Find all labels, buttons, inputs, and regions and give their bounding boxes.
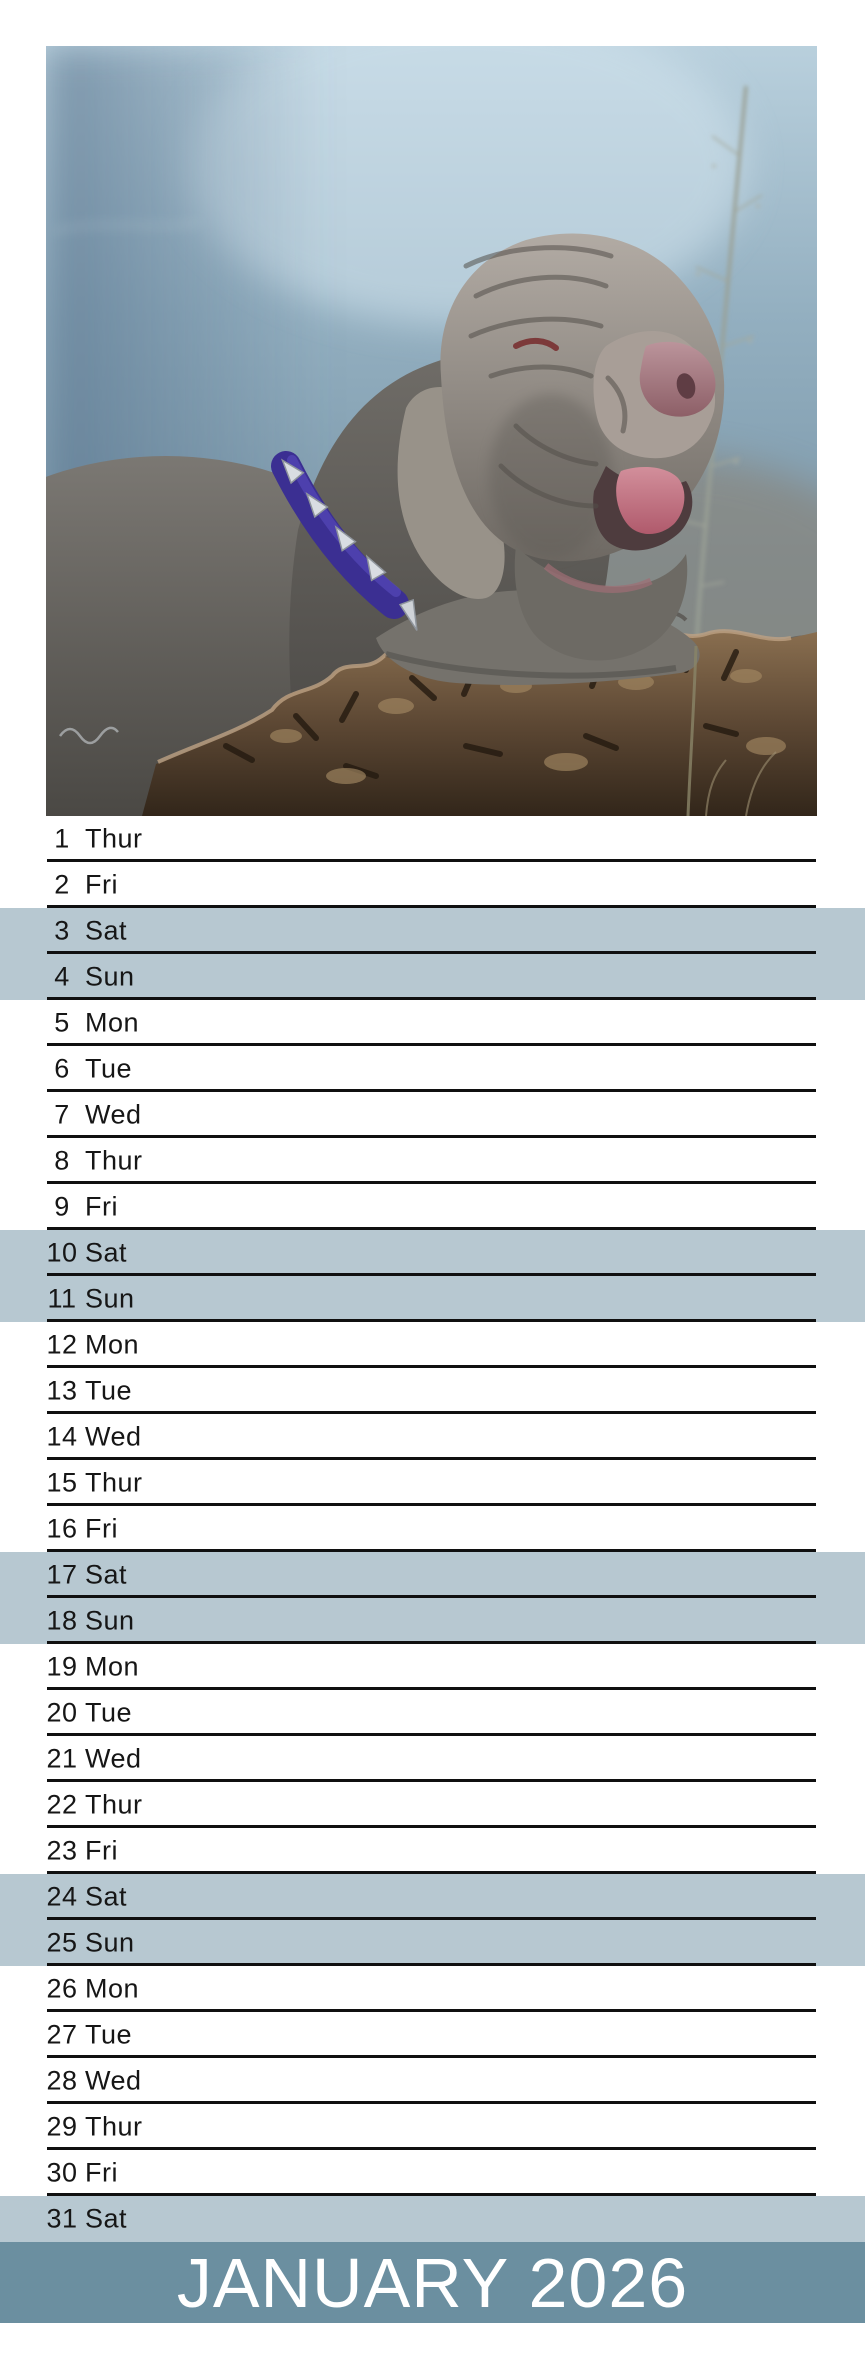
day-row bbox=[0, 908, 865, 954]
day-number: 15 bbox=[46, 1467, 78, 1498]
day-name: Mon bbox=[85, 1329, 140, 1360]
day-name: Tue bbox=[85, 1375, 133, 1406]
day-name: Sat bbox=[85, 2203, 128, 2234]
mastiff-photo-illustration bbox=[46, 46, 817, 816]
day-name: Sat bbox=[85, 915, 128, 946]
day-name: Wed bbox=[85, 1099, 142, 1130]
month-title: JANUARY 2026 bbox=[176, 2243, 689, 2322]
day-number: 17 bbox=[46, 1559, 78, 1590]
day-name: Sun bbox=[85, 1283, 135, 1314]
day-row bbox=[0, 1184, 865, 1230]
day-name: Sat bbox=[85, 1881, 128, 1912]
day-row bbox=[0, 1874, 865, 1920]
day-name: Wed bbox=[85, 1421, 142, 1452]
day-name: Tue bbox=[85, 1053, 133, 1084]
day-name: Tue bbox=[85, 2019, 133, 2050]
day-row bbox=[0, 1368, 865, 1414]
day-number: 5 bbox=[54, 1007, 70, 1038]
day-name: Mon bbox=[85, 1973, 140, 2004]
day-name: Sat bbox=[85, 1559, 128, 1590]
day-row bbox=[0, 1552, 865, 1598]
day-name: Wed bbox=[85, 1743, 142, 1774]
day-number: 9 bbox=[54, 1191, 70, 1222]
bottom-margin bbox=[0, 2323, 865, 2362]
day-number: 20 bbox=[46, 1697, 78, 1728]
day-number: 25 bbox=[46, 1927, 78, 1958]
day-row bbox=[0, 1276, 865, 1322]
day-number: 16 bbox=[46, 1513, 78, 1544]
day-name: Wed bbox=[85, 2065, 142, 2096]
day-number: 4 bbox=[54, 961, 70, 992]
day-number: 29 bbox=[46, 2111, 78, 2142]
day-row bbox=[0, 954, 865, 1000]
day-number: 1 bbox=[54, 823, 70, 854]
day-name: Fri bbox=[85, 1513, 118, 1544]
day-row bbox=[0, 1092, 865, 1138]
day-row bbox=[0, 1230, 865, 1276]
day-row bbox=[0, 1322, 865, 1368]
day-row bbox=[0, 1046, 865, 1092]
day-number: 27 bbox=[46, 2019, 78, 2050]
day-name: Mon bbox=[85, 1007, 140, 1038]
day-name: Thur bbox=[85, 1789, 143, 1820]
day-number: 22 bbox=[46, 1789, 78, 1820]
day-number: 30 bbox=[46, 2157, 78, 2188]
day-row bbox=[0, 862, 865, 908]
day-row bbox=[0, 1138, 865, 1184]
day-name: Thur bbox=[85, 1145, 143, 1176]
day-row bbox=[0, 1920, 865, 1966]
day-number: 8 bbox=[54, 1145, 70, 1176]
day-name: Fri bbox=[85, 1191, 118, 1222]
day-row bbox=[0, 1966, 865, 2012]
day-number: 19 bbox=[46, 1651, 78, 1682]
day-row bbox=[0, 1782, 865, 1828]
day-row bbox=[0, 2104, 865, 2150]
day-row bbox=[0, 1644, 865, 1690]
day-row bbox=[0, 1598, 865, 1644]
day-row bbox=[0, 2150, 865, 2196]
day-row bbox=[0, 1736, 865, 1782]
day-name: Thur bbox=[85, 2111, 143, 2142]
day-number: 7 bbox=[54, 1099, 70, 1130]
day-row bbox=[0, 816, 865, 862]
day-row bbox=[0, 2012, 865, 2058]
day-name: Thur bbox=[85, 823, 143, 854]
day-number: 10 bbox=[46, 1237, 78, 1268]
day-row bbox=[0, 1460, 865, 1506]
day-number: 13 bbox=[46, 1375, 78, 1406]
day-number: 28 bbox=[46, 2065, 78, 2096]
day-number: 12 bbox=[46, 1329, 78, 1360]
day-name: Sun bbox=[85, 961, 135, 992]
day-name: Thur bbox=[85, 1467, 143, 1498]
calendar-photo bbox=[46, 46, 817, 816]
day-number: 31 bbox=[46, 2203, 78, 2234]
day-number: 24 bbox=[46, 1881, 78, 1912]
day-name: Sun bbox=[85, 1927, 135, 1958]
day-number: 11 bbox=[47, 1283, 77, 1314]
day-name: Sat bbox=[85, 1237, 128, 1268]
day-name: Fri bbox=[85, 2157, 118, 2188]
day-name: Sun bbox=[85, 1605, 135, 1636]
day-row bbox=[0, 1000, 865, 1046]
day-row bbox=[0, 1506, 865, 1552]
day-row bbox=[0, 1414, 865, 1460]
day-number: 14 bbox=[46, 1421, 78, 1452]
day-number: 3 bbox=[54, 915, 70, 946]
day-number: 2 bbox=[54, 869, 70, 900]
month-banner bbox=[0, 2242, 865, 2323]
day-row bbox=[0, 2058, 865, 2104]
day-name: Fri bbox=[85, 869, 118, 900]
day-row bbox=[0, 1690, 865, 1736]
day-number: 26 bbox=[46, 1973, 78, 2004]
day-number: 18 bbox=[46, 1605, 78, 1636]
day-row bbox=[0, 1828, 865, 1874]
day-rows bbox=[0, 816, 865, 2242]
day-number: 23 bbox=[46, 1835, 78, 1866]
day-number: 6 bbox=[54, 1053, 70, 1084]
day-name: Fri bbox=[85, 1835, 118, 1866]
day-name: Mon bbox=[85, 1651, 140, 1682]
day-name: Tue bbox=[85, 1697, 133, 1728]
day-row bbox=[0, 2196, 865, 2242]
day-number: 21 bbox=[46, 1743, 78, 1774]
